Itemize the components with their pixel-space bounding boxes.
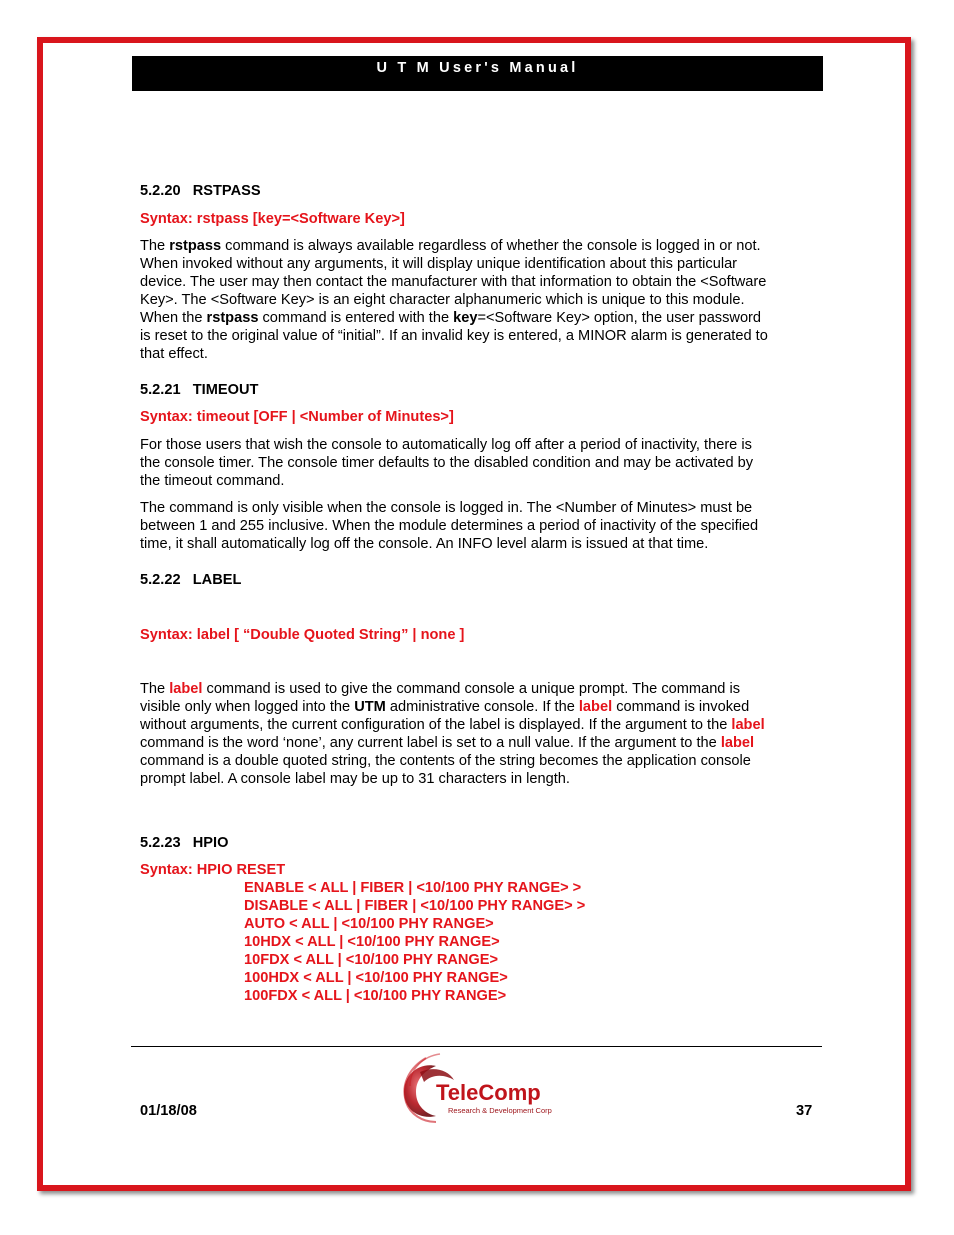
telecomp-logo (396, 1052, 576, 1124)
hpio-subcommand: DISABLE < ALL | FIBER | <10/100 PHY RANGE> > (244, 898, 586, 914)
section-heading-label: 5.2.22 LABEL (140, 572, 242, 588)
header-title: U T M User's Manual (376, 60, 579, 76)
text-line: device. The user may then contact the manufacturer with that information to obtain the <Software (140, 274, 767, 290)
text-line: command is the word ‘none’, any current label is set to a null value. If the argument to the label (140, 735, 755, 751)
footer-divider (131, 1046, 822, 1047)
hpio-subcommand: ENABLE < ALL | FIBER | <10/100 PHY RANGE> > (244, 880, 582, 896)
text-line: prompt label. A console label may be up to 31 characters in length. (140, 771, 570, 787)
text-line: The command is only visible when the console is logged in. The <Number of Minutes> must be (140, 500, 753, 516)
text-line: When the rstpass command is entered with the key=<Software Key> option, the user password (140, 310, 762, 326)
page-number: 37 (796, 1103, 813, 1119)
syntax-rstpass: Syntax: rstpass [key=<Software Key>] (140, 211, 405, 227)
text-line: When invoked without any arguments, it will display unique identification about this particular (140, 256, 738, 272)
text-line: For those users that wish the console to automatically log off after a period of inactivity, there is (140, 437, 752, 453)
syntax-hpio: Syntax: HPIO RESET (140, 862, 286, 878)
paragraph-rstpass (140, 237, 815, 363)
text-line: the console timer. The console timer defaults to the disabled condition and may be activated by (140, 455, 754, 471)
paragraph-label (140, 680, 815, 788)
text-line: time, it shall automatically log off the console. An INFO level alarm is issued at that time. (140, 536, 709, 552)
text-line: visible only when logged into the UTM administrative console. If the label command is invoked (140, 699, 750, 715)
text-line: The label command is used to give the command console a unique prompt. The command is (140, 681, 741, 697)
syntax-timeout: Syntax: timeout [OFF | <Number of Minutes>] (140, 409, 454, 425)
hpio-subcommand: 10HDX < ALL | <10/100 PHY RANGE> (244, 934, 500, 950)
section-heading-rstpass: 5.2.20 RSTPASS (140, 183, 261, 199)
text-line: between 1 and 255 inclusive. When the module determines a period of inactivity of the specified (140, 518, 759, 534)
hpio-subcommand: AUTO < ALL | <10/100 PHY RANGE> (244, 916, 494, 932)
page-header (132, 56, 823, 91)
paragraph-timeout-1 (140, 436, 815, 490)
hpio-subcommand: 100FDX < ALL | <10/100 PHY RANGE> (244, 988, 507, 1004)
logo-wordmark: TeleComp (436, 1080, 541, 1105)
section-heading-timeout: 5.2.21 TIMEOUT (140, 382, 259, 398)
footer-date: 01/18/08 (140, 1103, 197, 1119)
text-line: The rstpass command is always available regardless of whether the console is logged in or not. (140, 238, 761, 254)
paragraph-timeout-2 (140, 499, 815, 553)
text-line: is reset to the original value of “initial”. If an invalid key is entered, a MINOR alarm is generated to (140, 328, 768, 344)
hpio-subcommand: 100HDX < ALL | <10/100 PHY RANGE> (244, 970, 508, 986)
text-line: the timeout command. (140, 473, 285, 489)
text-line: Key>. The <Software Key> is an eight character alphanumeric which is unique to this module. (140, 292, 745, 308)
text-line: that effect. (140, 346, 208, 362)
syntax-label: Syntax: label [ “Double Quoted String” | none ] (140, 627, 465, 643)
hpio-subcommand: 10FDX < ALL | <10/100 PHY RANGE> (244, 952, 499, 968)
section-heading-hpio: 5.2.23 HPIO (140, 835, 229, 851)
text-line: without arguments, the current configuration of the label is displayed. If the argument to the label (140, 717, 765, 733)
text-line: command is a double quoted string, the contents of the string becomes the application console (140, 753, 751, 769)
logo-tagline: Research & Development Corp (448, 1106, 552, 1115)
